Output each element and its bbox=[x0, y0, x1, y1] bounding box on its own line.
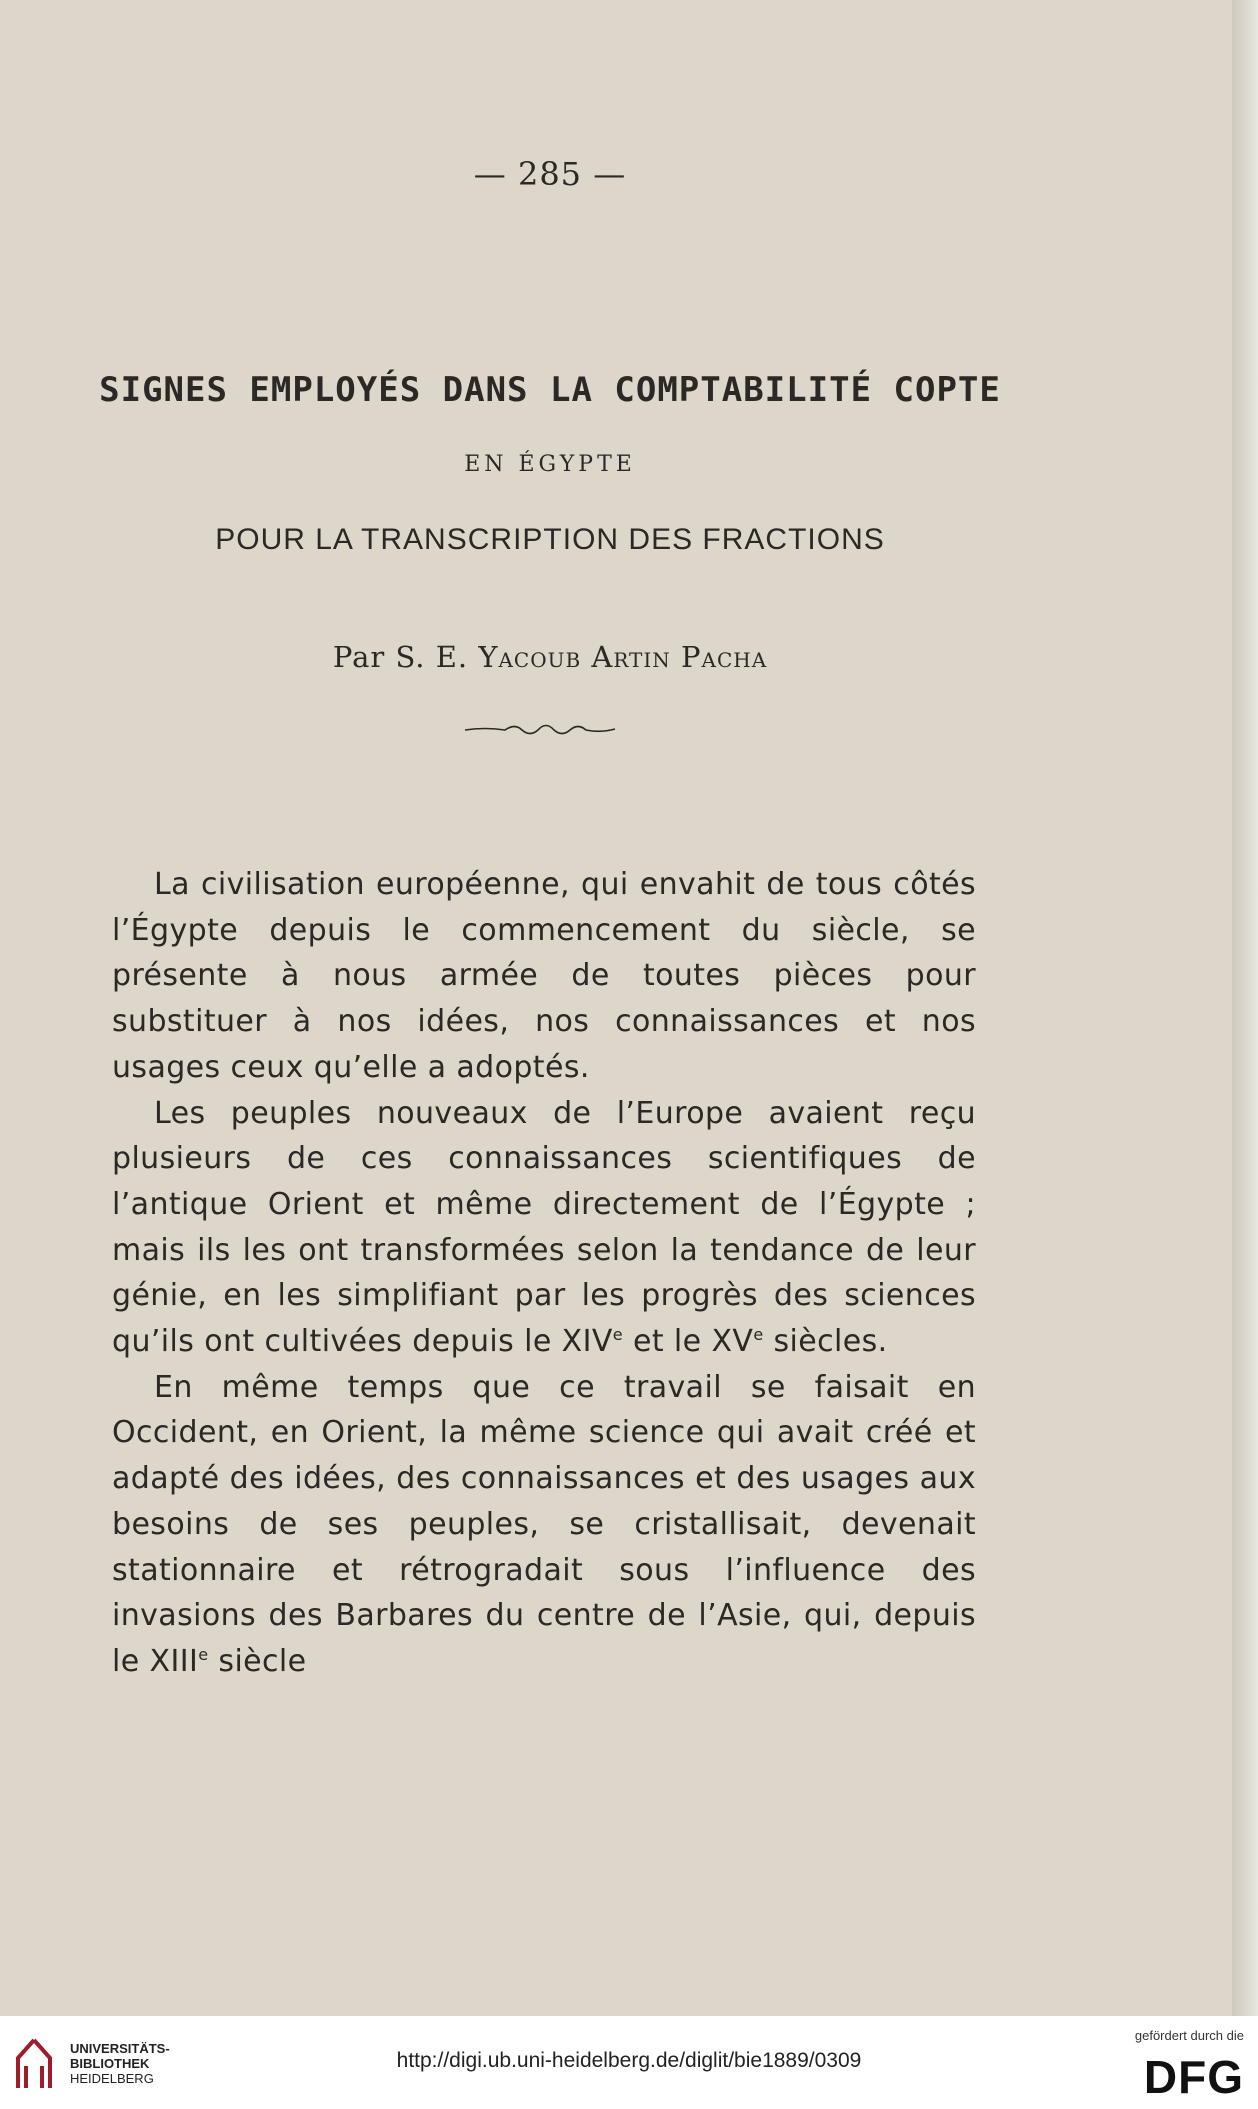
article-subtitle: EN ÉGYPTE bbox=[464, 452, 636, 477]
paragraph-2-text-c: siècles. bbox=[763, 1324, 888, 1360]
article-subtitle-2: POUR LA TRANSCRIPTION DES FRACTIONS bbox=[215, 523, 885, 556]
page-edge bbox=[1232, 0, 1258, 2016]
superscript: e bbox=[612, 1325, 624, 1345]
library-name-line-2: BIBLIOTHEK bbox=[70, 2056, 150, 2071]
library-name-line-3: HEIDELBERG bbox=[70, 2071, 154, 2086]
dfg-logo: DFG bbox=[1143, 2051, 1244, 2103]
paragraph-2-text-b: et le XV bbox=[623, 1324, 754, 1360]
library-name-line-1: UNIVERSITÄTS- bbox=[70, 2041, 170, 2056]
paragraph-3-text-a: En même temps que ce travail se faisait en Occident, en Orient, la même science qui avait créé et adapté des idées, des connaissances et des usages aux besoins de ses peuples, se cristallisait, devenait stationnaire et rétrogradait sous l’influence des invasions des Barbares du centre de l’Asie, qui, depuis le XIII bbox=[112, 1369, 976, 1679]
article-title: SIGNES EMPLOYÉS DANS LA COMPTABILITÉ COPTE bbox=[99, 370, 1001, 410]
superscript: e bbox=[198, 1644, 209, 1664]
superscript: e bbox=[753, 1325, 764, 1345]
ornament-divider-icon bbox=[460, 715, 620, 745]
paragraph-1: La civilisation européenne, qui envahit de tous côtés l’Égypte depuis le commencement du siècle, se présente à nous armée de toutes pièces pour substituer à nos idées, nos connaissances et nos usages ceux qu’elle a adoptés. bbox=[112, 867, 976, 1085]
paragraph-2-text-a: Les peuples nouveaux de l’Europe avaient reçu plusieurs de ces connaissances scientifiques de l’antique Orient et même directement de l’Égypte ; mais ils les ont transformées selon la tendance de leur génie, en les simplifiant par les progrès des sciences qu’ils ont cultivées depuis le XIV bbox=[112, 1095, 976, 1360]
author-prefix: Par S. E. bbox=[332, 640, 469, 674]
body-text bbox=[112, 862, 976, 1685]
footer-bar bbox=[0, 2016, 1258, 2109]
paragraph-3-text-b: siècle bbox=[208, 1643, 307, 1679]
funded-by-label: gefördert durch die bbox=[1134, 2028, 1244, 2043]
paragraph-3 bbox=[112, 1365, 976, 1685]
paragraph-2 bbox=[112, 1091, 976, 1365]
source-url-link[interactable]: http://digi.ub.uni-heidelberg.de/diglit/bie1889/0309 bbox=[396, 2049, 862, 2072]
page-number: — 285 — bbox=[473, 155, 627, 193]
author-name: Yacoub Artin Pacha bbox=[478, 640, 768, 674]
author-line bbox=[0, 640, 1100, 674]
